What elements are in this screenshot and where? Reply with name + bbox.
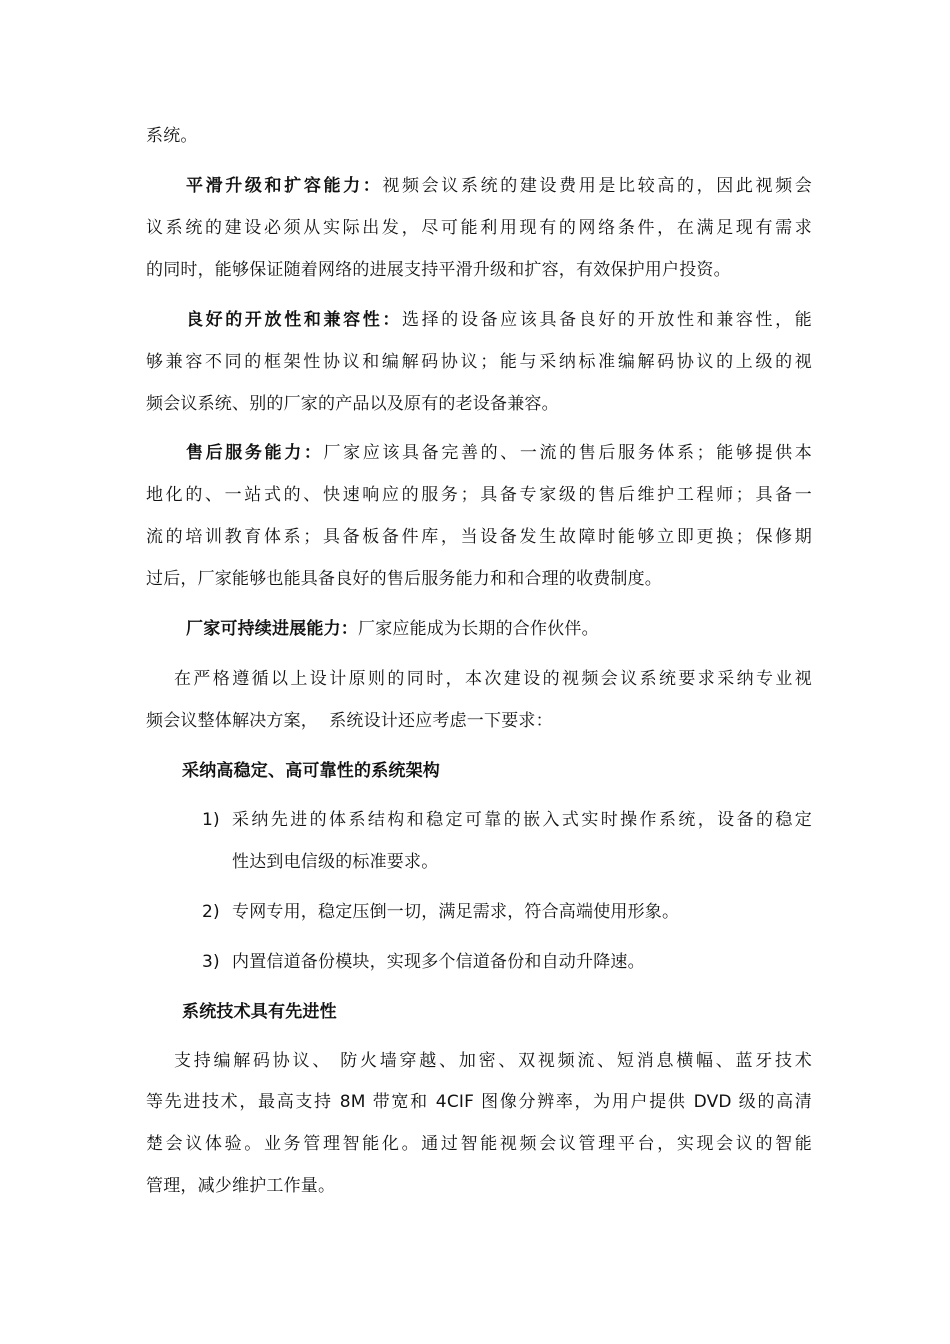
paragraph-line [186,441,812,465]
paragraph-line: 过后，厂家能够也能具备良好的售后服务能力和和合理的收费制度。 [146,569,662,589]
paragraph-line: 管理，减少维护工作量。 [146,1176,336,1196]
paragraph-line [186,617,852,641]
paragraph-line: 频会议系统、别的厂家的产品以及原有的老设备兼容。 [146,394,559,414]
paragraph-line: 等先进技术，最高支持 8M 带宽和 4CIF 图像分辨率，为用户提供 DVD 级的高清 [146,1092,812,1112]
list-item-line: 采纳先进的体系结构和稳定可靠的嵌入式实时操作系统，设备的稳定 [232,810,812,830]
section-heading: 系统技术具有先进性 [182,1002,337,1022]
text-span: 选择的设备应该具备良好的开放性和兼容性，能 [402,310,813,330]
list-number: 3) [202,952,220,972]
paragraph-line [186,308,812,332]
paragraph-line: 在严格遵循以上设计原则的同时，本次建设的视频会议系统要求采纳专业视 [174,669,812,689]
paragraph-line: 的同时，能够保证随着网络的进展支持平滑升级和扩容，有效保护用户投资。 [146,260,731,280]
paragraph-line: 频会议整体解决方案， 系统设计还应考虑一下要求： [146,711,553,731]
paragraph-line: 议系统的建设必须从实际出发，尽可能利用现有的网络条件，在满足现有需求 [146,218,812,238]
paragraph-line: 地化的、一站式的、快速响应的服务；具备专家级的售后维护工程师；具备一 [146,485,812,505]
list-item-line: 内置信道备份模块，实现多个信道备份和自动升降速。 [232,952,645,972]
term-heading: 售后服务能力： [186,443,324,463]
text-span: 厂家应该具备完善的、一流的售后服务体系；能够提供本 [323,443,813,463]
paragraph-line: 楚会议体验。业务管理智能化。通过智能视频会议管理平台，实现会议的智能 [146,1134,812,1154]
text-span: 视频会议系统的建设费用是比较高的，因此视频会 [382,176,812,196]
list-number: 2) [202,902,220,922]
list-number: 1) [202,810,220,830]
section-heading: 采纳高稳定、高可靠性的系统架构 [182,761,440,781]
paragraph-line [186,174,812,198]
paragraph-line: 支持编解码协议、 防火墙穿越、加密、双视频流、短消息横幅、蓝牙技术 [174,1051,812,1071]
term-heading: 厂家可持续进展能力： [186,619,358,639]
text-line: 系统。 [146,126,198,146]
list-item-line: 性达到电信级的标准要求。 [232,852,439,872]
list-item-line: 专网专用，稳定压倒一切，满足需求，符合高端使用形象。 [232,902,680,922]
term-heading: 平滑升级和扩容能力： [186,176,383,196]
text-span: 厂家应能成为长期的合作伙伴。 [358,619,599,639]
paragraph-line: 流的培训教育体系；具备板备件库，当设备发生故障时能够立即更换；保修期 [146,527,812,547]
paragraph-line: 够兼容不同的框架性协议和编解码协议；能与采纳标准编解码协议的上级的视 [146,352,812,372]
term-heading: 良好的开放性和兼容性： [186,310,403,330]
